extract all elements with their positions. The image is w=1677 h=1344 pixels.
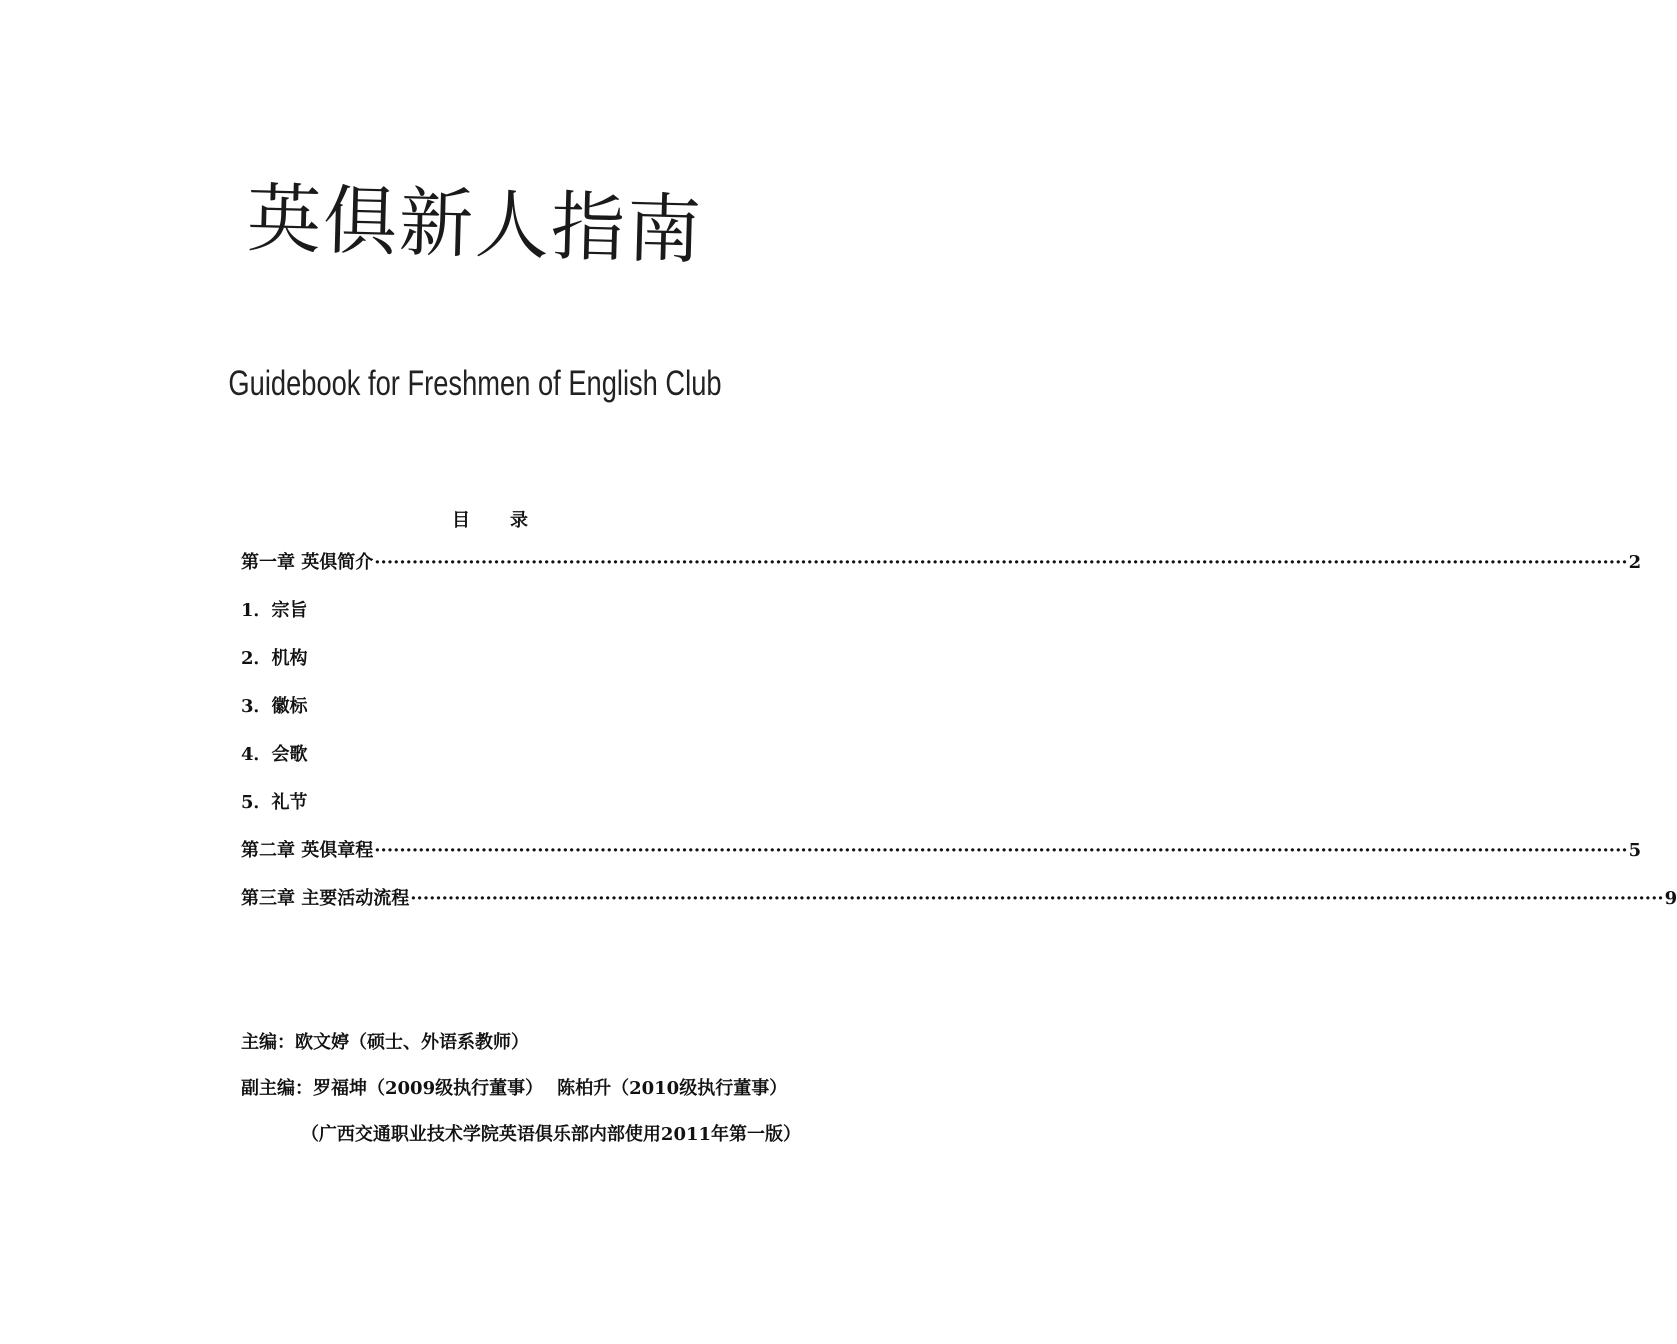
editor-credits (241, 1028, 861, 1166)
toc-leader-dots: ········································································································································································································ (374, 552, 1628, 573)
toc-entry-label: 第一章 英俱简介 (241, 552, 374, 573)
toc-entry-page: 5 (1628, 840, 1642, 861)
toc-entry-label: 1．宗旨 (241, 600, 308, 621)
toc-entry-label: 4．会歌 (241, 744, 308, 765)
toc-entry-section-2 (241, 644, 855, 692)
toc-entry-chapter-1 (241, 548, 1642, 596)
toc-entry-chapter-2 (241, 836, 1642, 884)
toc-entry-label: 3．徽标 (241, 696, 308, 717)
toc-entry-section-4 (241, 740, 855, 788)
toc-entry-section-5 (241, 788, 855, 836)
toc-heading (0, 506, 980, 532)
toc-entry-section-1 (241, 596, 855, 644)
document-title-english: Guidebook for Freshmen of English Club (228, 364, 722, 403)
chief-editor-line: 主编：欧文婷（硕士、外语系教师） (241, 1032, 529, 1053)
deputy-editor-b: 陈柏升（2010级执行董事） (557, 1078, 788, 1099)
toc-leader-dots: ········································································································································································································ (410, 888, 1664, 909)
toc-entry-chapter-3 (241, 884, 1677, 932)
toc-entry-section-3 (241, 692, 855, 740)
toc-entry-page: 9 (1664, 888, 1677, 909)
toc-entry-label: 2．机构 (241, 648, 308, 669)
edition-note: （广西交通职业技术学院英语俱乐部内部使用2011年第一版） (300, 1124, 802, 1145)
document-title-chinese: 英俱新人指南 (245, 175, 705, 275)
toc-entry-label: 第二章 英俱章程 (241, 840, 374, 861)
toc-entry-page: 2 (1628, 552, 1642, 573)
deputy-editor-a: 副主编：罗福坤（2009级执行董事） (241, 1078, 544, 1099)
table-of-contents (241, 548, 1677, 932)
toc-entry-label: 第三章 主要活动流程 (241, 888, 410, 909)
toc-heading-char-1: 目 (452, 510, 470, 531)
toc-heading-char-2: 录 (510, 510, 528, 531)
toc-leader-dots: ········································································································································································································ (374, 840, 1628, 861)
toc-entry-label: 5．礼节 (241, 792, 308, 813)
deputy-editor-line (241, 1074, 861, 1120)
